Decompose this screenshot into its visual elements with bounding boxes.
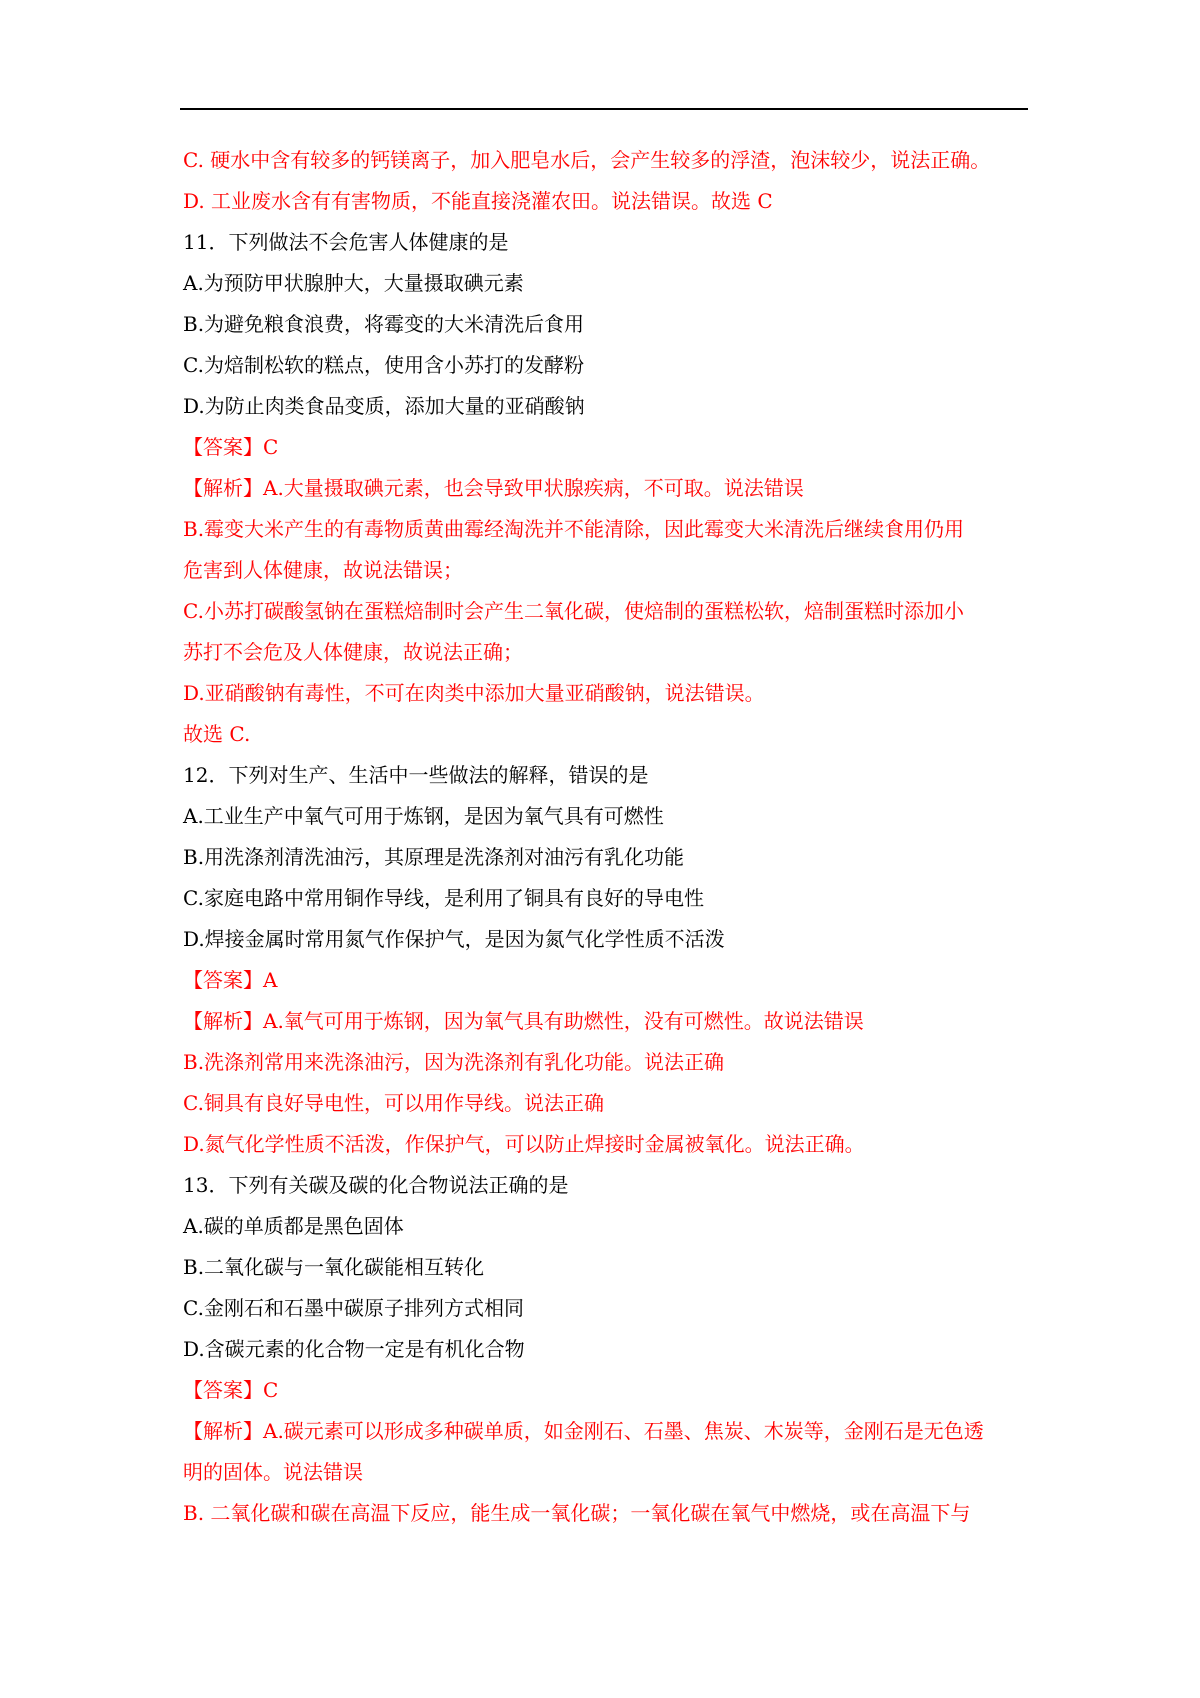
- q11-analysis-b2: 危害到人体健康，故说法错误；: [183, 558, 463, 582]
- q13-analysis-a1: [183, 1418, 1043, 1444]
- analysis-text: A.氧气可用于炼钢，因为氧气具有助燃性，没有可燃性。故说法错误: [263, 1009, 864, 1033]
- analysis-label: 【解析】: [183, 1009, 263, 1033]
- q13-analysis-b1: B. 二氧化碳和碳在高温下反应，能生成一氧化碳；一氧化碳在氧气中燃烧，或在高温下与: [183, 1501, 971, 1525]
- analysis-label: 【解析】: [183, 476, 263, 500]
- q13-stem: 13．下列有关碳及碳的化合物说法正确的是: [183, 1173, 569, 1197]
- q12-stem: 12．下列对生产、生活中一些做法的解释，错误的是: [183, 763, 649, 787]
- q13-option-a: A.碳的单质都是黑色固体: [183, 1214, 404, 1238]
- analysis-text: A.大量摄取碘元素，也会导致甲状腺疾病，不可取。说法错误: [263, 476, 804, 500]
- q13-option-c: C.金刚石和石墨中碳原子排列方式相同: [183, 1296, 524, 1320]
- q11-analysis-a: [183, 475, 1043, 501]
- q11-option-d: D.为防止肉类食品变质，添加大量的亚硝酸钠: [183, 394, 585, 418]
- answer-value: C: [263, 1378, 279, 1402]
- q11-conclusion: 故选 C.: [183, 722, 251, 746]
- q13-answer: [183, 1377, 1043, 1403]
- q12-analysis-a: [183, 1008, 1043, 1034]
- answer-value: A: [263, 968, 278, 992]
- q12-option-b: B.用洗涤剂清洗油污，其原理是洗涤剂对油污有乳化功能: [183, 845, 685, 869]
- q11-analysis-b1: B.霉变大米产生的有毒物质黄曲霉经淘洗并不能清除，因此霉变大米清洗后继续食用仍用: [183, 517, 965, 541]
- q11-stem: 11．下列做法不会危害人体健康的是: [183, 230, 509, 254]
- analysis-text: A.碳元素可以形成多种碳单质，如金刚石、石墨、焦炭、木炭等，金刚石是无色透: [263, 1419, 984, 1443]
- q11-option-b: B.为避免粮食浪费，将霉变的大米清洗后食用: [183, 312, 585, 336]
- q13-option-b: B.二氧化碳与一氧化碳能相互转化: [183, 1255, 485, 1279]
- q12-analysis-c: C.铜具有良好导电性，可以用作导线。说法正确: [183, 1091, 604, 1115]
- q12-analysis-d: D.氮气化学性质不活泼，作保护气，可以防止焊接时金属被氧化。说法正确。: [183, 1132, 865, 1156]
- q11-answer: [183, 434, 1043, 460]
- q13-analysis-a2: 明的固体。说法错误: [183, 1460, 363, 1484]
- q11-analysis-c1: C.小苏打碳酸氢钠在蛋糕焙制时会产生二氧化碳，使焙制的蛋糕松软，焙制蛋糕时添加小: [183, 599, 964, 623]
- q12-answer: [183, 967, 1043, 993]
- analysis-label: 【解析】: [183, 1419, 263, 1443]
- q11-option-c: C.为焙制松软的糕点，使用含小苏打的发酵粉: [183, 353, 584, 377]
- answer-label: 【答案】: [183, 1378, 263, 1402]
- prev-analysis-c: C. 硬水中含有较多的钙镁离子，加入肥皂水后，会产生较多的浮渣，泡沫较少，说法正确。: [183, 148, 991, 172]
- q13-option-d: D.含碳元素的化合物一定是有机化合物: [183, 1337, 525, 1361]
- answer-label: 【答案】: [183, 435, 263, 459]
- q12-analysis-b: B.洗涤剂常用来洗涤油污，因为洗涤剂有乳化功能。说法正确: [183, 1050, 725, 1074]
- prev-analysis-d: D. 工业废水含有有害物质，不能直接浇灌农田。说法错误。故选 C: [183, 189, 773, 213]
- header-rule: [180, 108, 1028, 110]
- q12-option-a: A.工业生产中氧气可用于炼钢，是因为氧气具有可燃性: [183, 804, 664, 828]
- q11-analysis-d: D.亚硝酸钠有毒性，不可在肉类中添加大量亚硝酸钠，说法错误。: [183, 681, 765, 705]
- answer-value: C: [263, 435, 279, 459]
- q12-option-c: C.家庭电路中常用铜作导线，是利用了铜具有良好的导电性: [183, 886, 704, 910]
- q11-analysis-c2: 苏打不会危及人体健康，故说法正确；: [183, 640, 523, 664]
- q12-option-d: D.焊接金属时常用氮气作保护气，是因为氮气化学性质不活泼: [183, 927, 725, 951]
- answer-label: 【答案】: [183, 968, 263, 992]
- q11-option-a: A.为预防甲状腺肿大，大量摄取碘元素: [183, 271, 524, 295]
